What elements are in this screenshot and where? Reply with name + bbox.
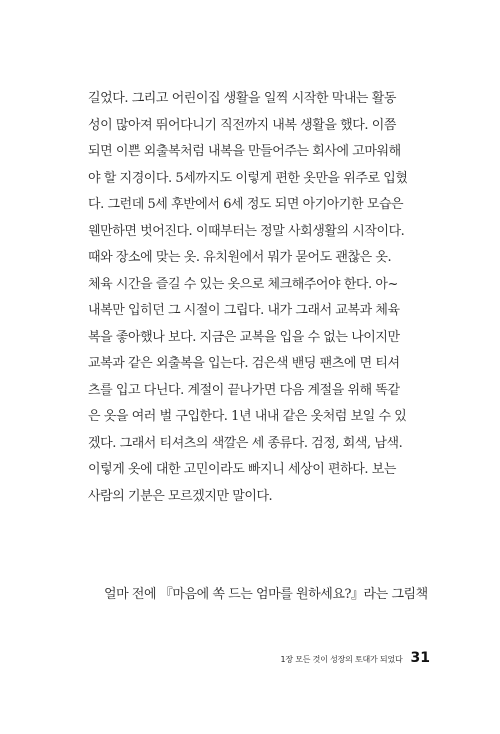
text-line: 은 옷을 여러 벌 구입한다. 1년 내내 같은 옷처럼 보일 수 있 — [88, 409, 407, 424]
text-line: 다. 그런데 5세 후반에서 6세 정도 되면 아기아기한 모습은 — [88, 197, 404, 212]
paragraph-1 — [88, 86, 432, 510]
text-line: 되면 이쁜 외출복처럼 내복을 만들어주는 회사에 고마워해 — [88, 144, 401, 159]
text-line: 체육 시간을 즐길 수 있는 옷으로 체크해주어야 한다. 아~ — [88, 276, 398, 292]
text-line: 때와 장소에 맞는 옷. 유치원에서 뭐가 묻어도 괜찮은 옷. — [88, 250, 392, 265]
text-line: 야 할 지경이다. 5세까지도 이렇게 편한 옷만을 위주로 입혔 — [88, 170, 408, 186]
running-head: 1장 모든 것이 성장의 토대가 되었다 — [280, 655, 403, 664]
text-line: 성이 많아져 뛰어다니기 직전까지 내복 생활을 했다. 이쯤 — [88, 117, 396, 133]
text-line: 내복만 입히던 그 시절이 그립다. 내가 그래서 교복과 체육 — [88, 303, 400, 318]
text-line: 츠를 입고 다닌다. 계절이 끝나가면 다음 계절을 위해 똑같 — [88, 382, 400, 398]
text-line: 사람의 기분은 모르겠지만 말이다. — [88, 488, 273, 504]
text-line: 웬만하면 벗어진다. 이때부터는 정말 사회생활의 시작이다. — [88, 223, 405, 239]
page-number: 31 — [410, 650, 430, 666]
text-line: 복을 좋아했나 보다. 지금은 교복을 입을 수 없는 나이지만 — [88, 329, 400, 345]
text-line: 얼마 전에 『마음에 쏙 드는 엄마를 원하세요?』라는 그림책 — [104, 587, 428, 602]
text-line: 교복과 같은 외출복을 입는다. 검은색 밴딩 팬츠에 면 티셔 — [88, 356, 400, 371]
page-footer — [281, 650, 430, 666]
text-line: 겠다. 그래서 티셔츠의 색깔은 세 종류다. 검정, 회색, 남색. — [88, 435, 403, 451]
text-line: 이렇게 옷에 대한 고민이라도 빠지니 세상이 편하다. 보는 — [88, 462, 396, 477]
paragraph-2 — [104, 582, 434, 609]
text-line: 길었다. 그리고 어린이집 생활을 일찍 시작한 막내는 활동 — [88, 91, 396, 106]
